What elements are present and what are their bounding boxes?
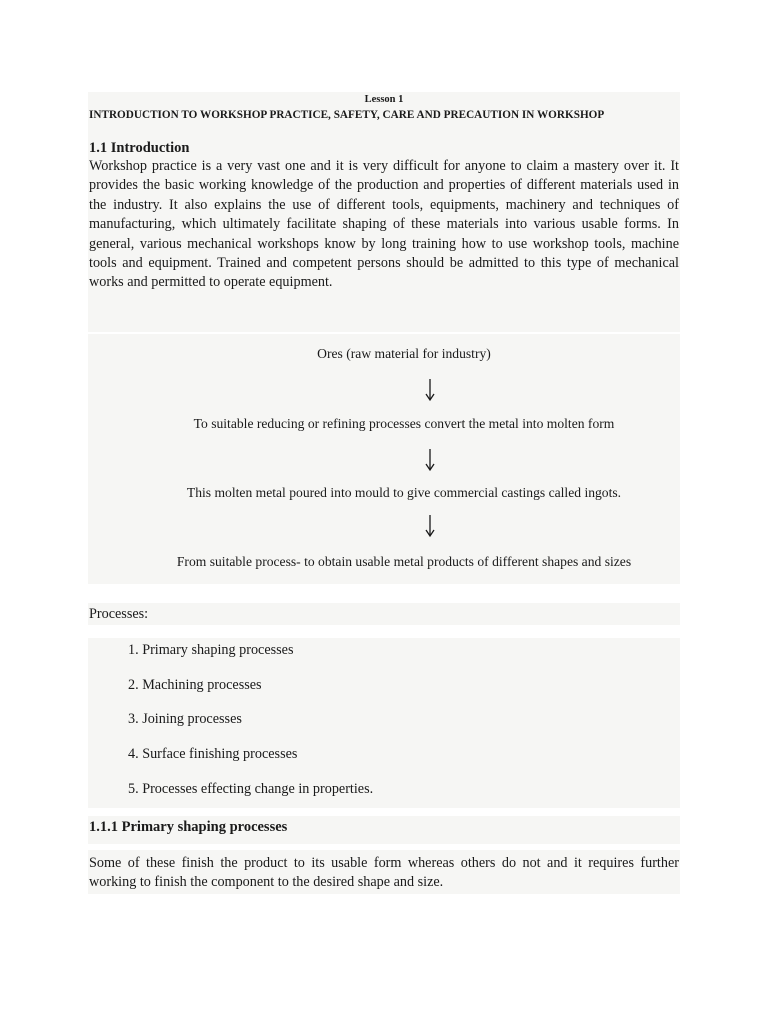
down-arrow-icon (423, 448, 437, 472)
processes-label: Processes: (89, 606, 149, 622)
process-flowchart (89, 334, 719, 586)
lesson-title: INTRODUCTION TO WORKSHOP PRACTICE, SAFETY, CARE AND PRECAUTION IN WORKSHOP (89, 109, 605, 121)
down-arrow-icon (423, 514, 437, 538)
scan-shade (88, 603, 680, 625)
down-arrow-icon (423, 378, 437, 402)
flow-step-refining: To suitable reducing or refining processes convert the metal into molten form (193, 416, 615, 431)
list-item: 5. Processes effecting change in properties. (128, 780, 374, 797)
flow-step-ores: Ores (raw material for industry) (317, 346, 491, 361)
list-item: 4. Surface finishing processes (128, 746, 298, 763)
flow-step-ingots: This molten metal poured into mould to give commercial castings called ingots. (186, 485, 622, 500)
list-item: 2. Machining processes (128, 676, 262, 693)
processes-list (128, 640, 373, 813)
primary-shaping-paragraph: Some of these finish the product to its usable form whereas others do not and it requires further working to finish the component to the desired shape and size. (89, 855, 679, 891)
introduction-paragraph: Workshop practice is a very vast one and it is very difficult for anyone to claim a mastery over it. It provides the basic working knowledge of the production and properties of different materials used in the industry. It also explains the use of different tools, equipments, machinery and techniques of manufacturing, which ultimately facilitate shaping of these materials into various usable forms. In general, various mechanical workshops know by long training how to use workshop tools, machine tools and equipment. Trained and competent persons should be admitted to this type of mechanical works and permitted to operate equipment. (89, 158, 679, 291)
section-heading-introduction: 1.1 Introduction (89, 140, 190, 156)
flow-step-products: From suitable process- to obtain usable metal products of different shapes and sizes (176, 554, 632, 569)
list-item: 3. Joining processes (128, 711, 242, 728)
section-heading-primary-shaping: 1.1.1 Primary shaping processes (89, 819, 288, 835)
list-item: 1. Primary shaping processes (128, 642, 294, 658)
lesson-label: Lesson 1 (364, 94, 404, 105)
